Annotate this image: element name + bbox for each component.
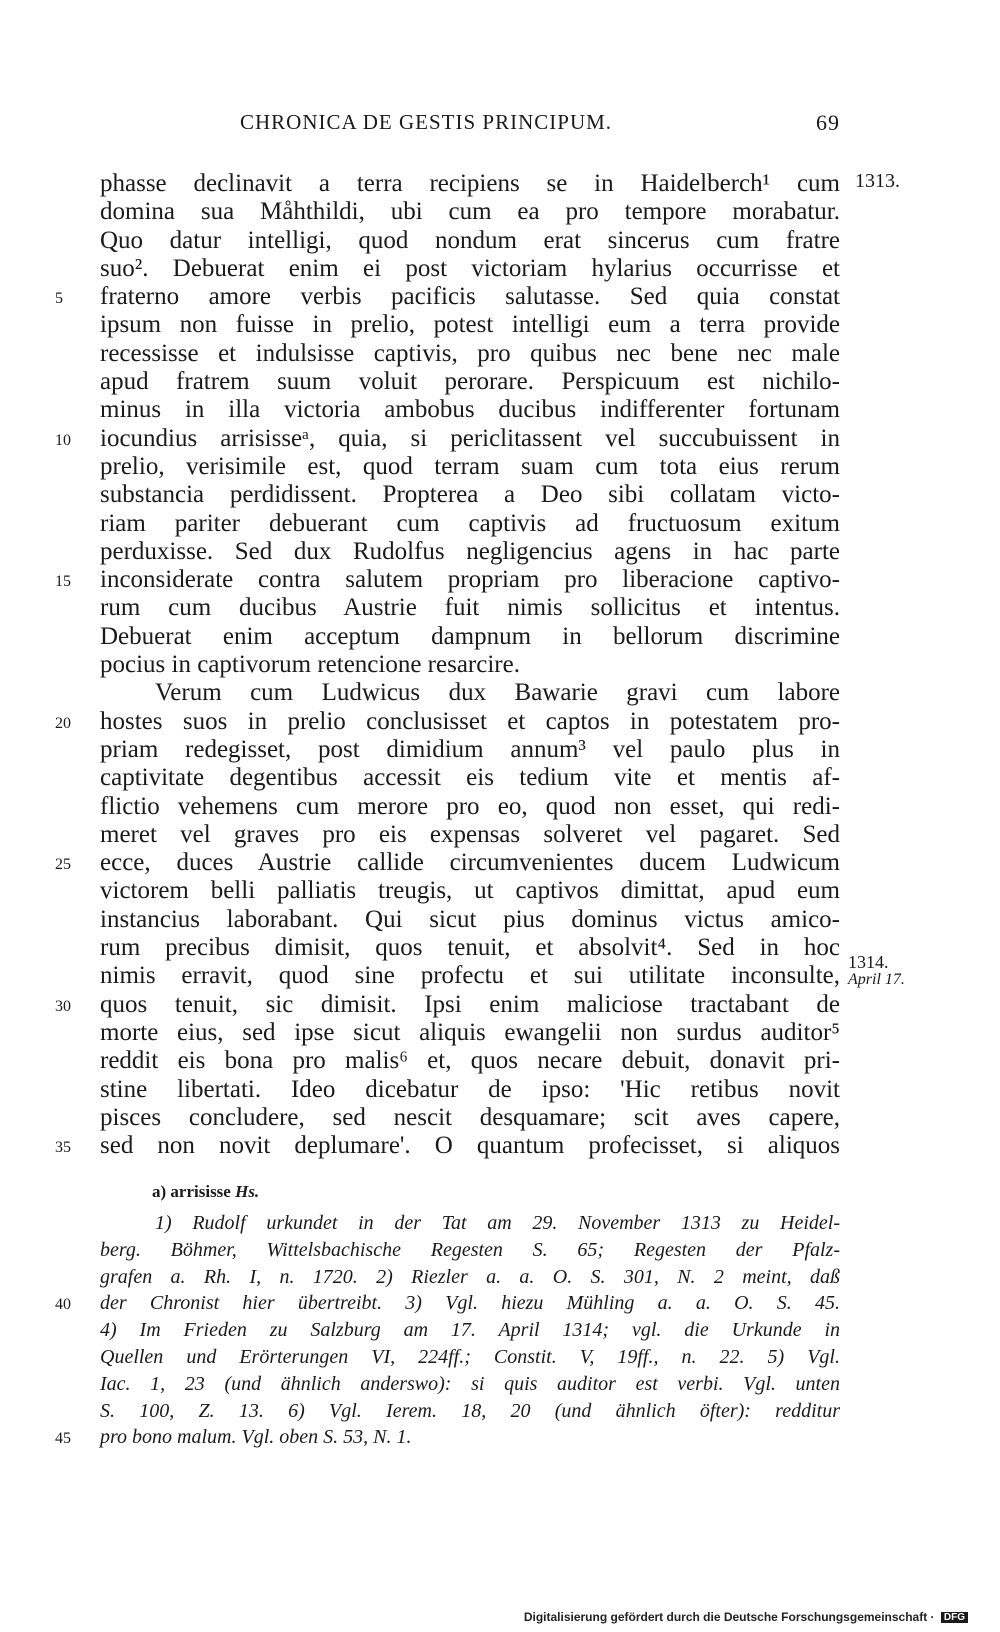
text-line [100, 736, 840, 764]
text-line [100, 340, 840, 368]
line-number: 35 [55, 1139, 71, 1157]
line-text: apud fratrem suum voluit perorare. Perspicuum est nichilo- [100, 368, 840, 396]
line-text: hostes suos in prelio conclusisset et captos in potestatem pro- [100, 707, 840, 735]
line-number: 10 [55, 431, 71, 449]
line-text: instancius laborabant. Qui sicut pius dominus victus amico- [100, 905, 840, 933]
text-line [100, 651, 840, 679]
line-text: Verum cum Ludwicus dux Bawarie gravi cum labore [155, 679, 840, 707]
text-line [100, 934, 840, 962]
footnote-line [100, 1317, 840, 1344]
line-text: stine libertati. Ideo dicebatur de ipso: 'Hic retibus novit [100, 1075, 840, 1103]
text-line [100, 396, 840, 424]
line-number: 40 [55, 1296, 71, 1314]
text-line [100, 538, 840, 566]
line-number: 25 [55, 856, 71, 874]
text-line [100, 793, 840, 821]
text-line [100, 198, 840, 226]
footnote-a-siglum: Hs. [235, 1182, 260, 1201]
line-text: pocius in captivorum retencione resarcire. [100, 651, 520, 679]
footnote-line [55, 1290, 840, 1317]
line-text: morte eius, sed ipse sicut aliquis ewangelii non surdus auditor⁵ [100, 1018, 840, 1046]
line-text: ipsum non fuisse in prelio, potest intelligi eum a terra provide [100, 311, 840, 339]
digitization-credit [524, 1610, 968, 1624]
footnote-line [55, 1424, 840, 1451]
text-line [100, 1104, 840, 1132]
text-line [55, 990, 840, 1019]
line-text: prelio, verisimile est, quod terram suam cum tota eius rerum [100, 452, 840, 480]
line-text: nimis erravit, quod sine profectu et sui utilitate inconsulte, [100, 962, 840, 990]
line-text: inconsiderate contra salutem propriam pro liberacione captivo- [100, 566, 840, 594]
page-title: CHRONICA DE GESTIS PRINCIPUM. [240, 110, 613, 134]
line-text: meret vel graves pro eis expensas solveret vel pagaret. Sed [100, 820, 840, 848]
line-text: iocundius arrisisseᵃ, quia, si periclitassent vel succubuissent in [100, 424, 840, 452]
text-line [100, 227, 840, 255]
text-line [55, 566, 840, 594]
text-line [100, 962, 840, 990]
line-text: suo². Debuerat enim ei post victoriam hylarius occurrisse et [100, 254, 840, 282]
text-line [100, 170, 840, 198]
line-text: phasse declinavit a terra recipiens se in Haidelberch¹ cum [100, 170, 840, 197]
line-text: riam pariter debuerant cum captivis ad fructuosum exitum [100, 509, 840, 537]
line-number: 30 [55, 997, 71, 1015]
line-text: Debuerat enim acceptum dampnum in bellorum discrimine [100, 622, 840, 650]
footnote-text: der Chronist hier übertreibt. 3) Vgl. hiezu Mühling a. a. O. S. 45. [100, 1292, 840, 1315]
footnote-line [100, 1264, 840, 1291]
text-line [100, 311, 840, 339]
line-text: sed non novit deplumare'. O quantum profecisset, si aliquos [100, 1132, 840, 1160]
text-line [100, 1047, 840, 1075]
margin-date-april: April 17. [848, 971, 905, 988]
text-line [55, 1132, 840, 1160]
line-text: fraterno amore verbis pacificis salutasse. Sed quia constat [100, 283, 840, 311]
text-line [100, 510, 840, 538]
line-text: Quo datur intelligi, quod nondum erat sincerus cum fratre [100, 226, 840, 254]
footnote-text: 1) Rudolf urkundet in der Tat am 29. November 1313 zu Heidel- [155, 1212, 840, 1234]
text-line [100, 764, 840, 792]
footnote-line [100, 1344, 840, 1371]
text-line [100, 594, 840, 622]
text-line [55, 283, 840, 311]
footnote-line [100, 1237, 840, 1264]
text-line [55, 424, 840, 453]
footnote-text: pro bono malum. Vgl. oben S. 53, N. 1. [100, 1426, 412, 1449]
footnote-text: berg. Böhmer, Wittelsbachische Regesten S. 65; Regesten der Pfalz- [100, 1238, 840, 1261]
footnote-text: 4) Im Frieden zu Salzburg am 17. April 1314; vgl. die Urkunde in [100, 1319, 840, 1342]
dfg-logo: DFG [941, 1612, 968, 1623]
line-text: priam redegisset, post dimidium annum³ vel paulo plus in [100, 735, 840, 763]
text-line [100, 255, 840, 283]
text-line [100, 877, 840, 905]
line-number: 5 [55, 290, 63, 308]
text-line [100, 821, 840, 849]
line-text: recessisse et indulsisse captivis, pro quibus nec bene nec male [100, 339, 840, 367]
text-line [100, 481, 840, 509]
footnote-text: S. 100, Z. 13. 6) Vgl. Ierem. 18, 20 (und ähnlich öfter): redditur [100, 1399, 840, 1422]
line-text: quos tenuit, sic dimisit. Ipsi enim maliciose tractabant de [100, 990, 840, 1018]
line-text: captivitate degentibus accessit eis tedium vite et mentis af- [100, 764, 840, 792]
footnote-line [100, 1371, 840, 1398]
line-text: reddit eis bona pro malis⁶ et, quos necare debuit, donavit pri- [100, 1047, 840, 1075]
text-line [55, 849, 840, 877]
page-number: 69 [816, 110, 840, 135]
text-line [100, 453, 840, 481]
text-line [55, 707, 840, 736]
line-text: rum precibus dimisit, quos tenuit, et absolvit⁴. Sed in hoc [100, 934, 840, 962]
line-text: victorem belli palliatis treugis, ut captivos dimittat, apud eum [100, 877, 840, 905]
footnote-line [100, 1210, 840, 1237]
line-text: ecce, duces Austrie callide circumvenientes ducem Ludwicum [100, 849, 840, 877]
textual-footnote-a [152, 1182, 259, 1202]
margin-year-1313: 1313. [855, 170, 900, 192]
text-line [100, 623, 840, 651]
footnote-text: grafen a. Rh. I, n. 1720. 2) Riezler a. a. O. S. 301, N. 2 meint, daß [100, 1265, 840, 1288]
line-text: substancia perdidissent. Propterea a Deo sibi collatam victo- [100, 481, 840, 509]
text-line [100, 1076, 840, 1104]
line-text: pisces concludere, sed nescit desquamare; scit aves capere, [100, 1103, 840, 1131]
text-line [100, 906, 840, 934]
line-text: minus in illa victoria ambobus ducibus indifferenter fortunam [100, 396, 840, 424]
line-text: perduxisse. Sed dux Rudolfus negligencius agens in hac parte [100, 537, 840, 565]
line-text: domina sua Måhthildi, ubi cum ea pro tempore morabatur. [100, 198, 840, 226]
margin-date-1314 [848, 953, 905, 989]
line-text: flictio vehemens cum merore pro eo, quod non esset, qui redi- [100, 792, 840, 820]
line-number: 45 [55, 1430, 71, 1448]
footnote-text: Quellen und Erörterungen VI, 224ff.; Constit. V, 19ff., n. 22. 5) Vgl. [100, 1345, 840, 1368]
line-number: 20 [55, 714, 71, 732]
text-line [100, 679, 840, 707]
credit-text: Digitalisierung gefördert durch die Deutsche Forschungsgemeinschaft · [523, 1610, 935, 1624]
footnotes [55, 1210, 840, 1451]
footnote-line [100, 1398, 840, 1425]
line-text: rum cum ducibus Austrie fuit nimis sollicitus et intentus. [100, 594, 840, 622]
margin-year-1314: 1314. [848, 952, 889, 972]
text-line [100, 368, 840, 396]
footnote-text: Iac. 1, 23 (und ähnlich anderswo): si quis auditor est verbi. Vgl. unten [100, 1372, 840, 1395]
footnote-a-label: a) arrisisse [152, 1182, 231, 1201]
text-line [100, 1019, 840, 1047]
line-number: 15 [55, 573, 71, 591]
